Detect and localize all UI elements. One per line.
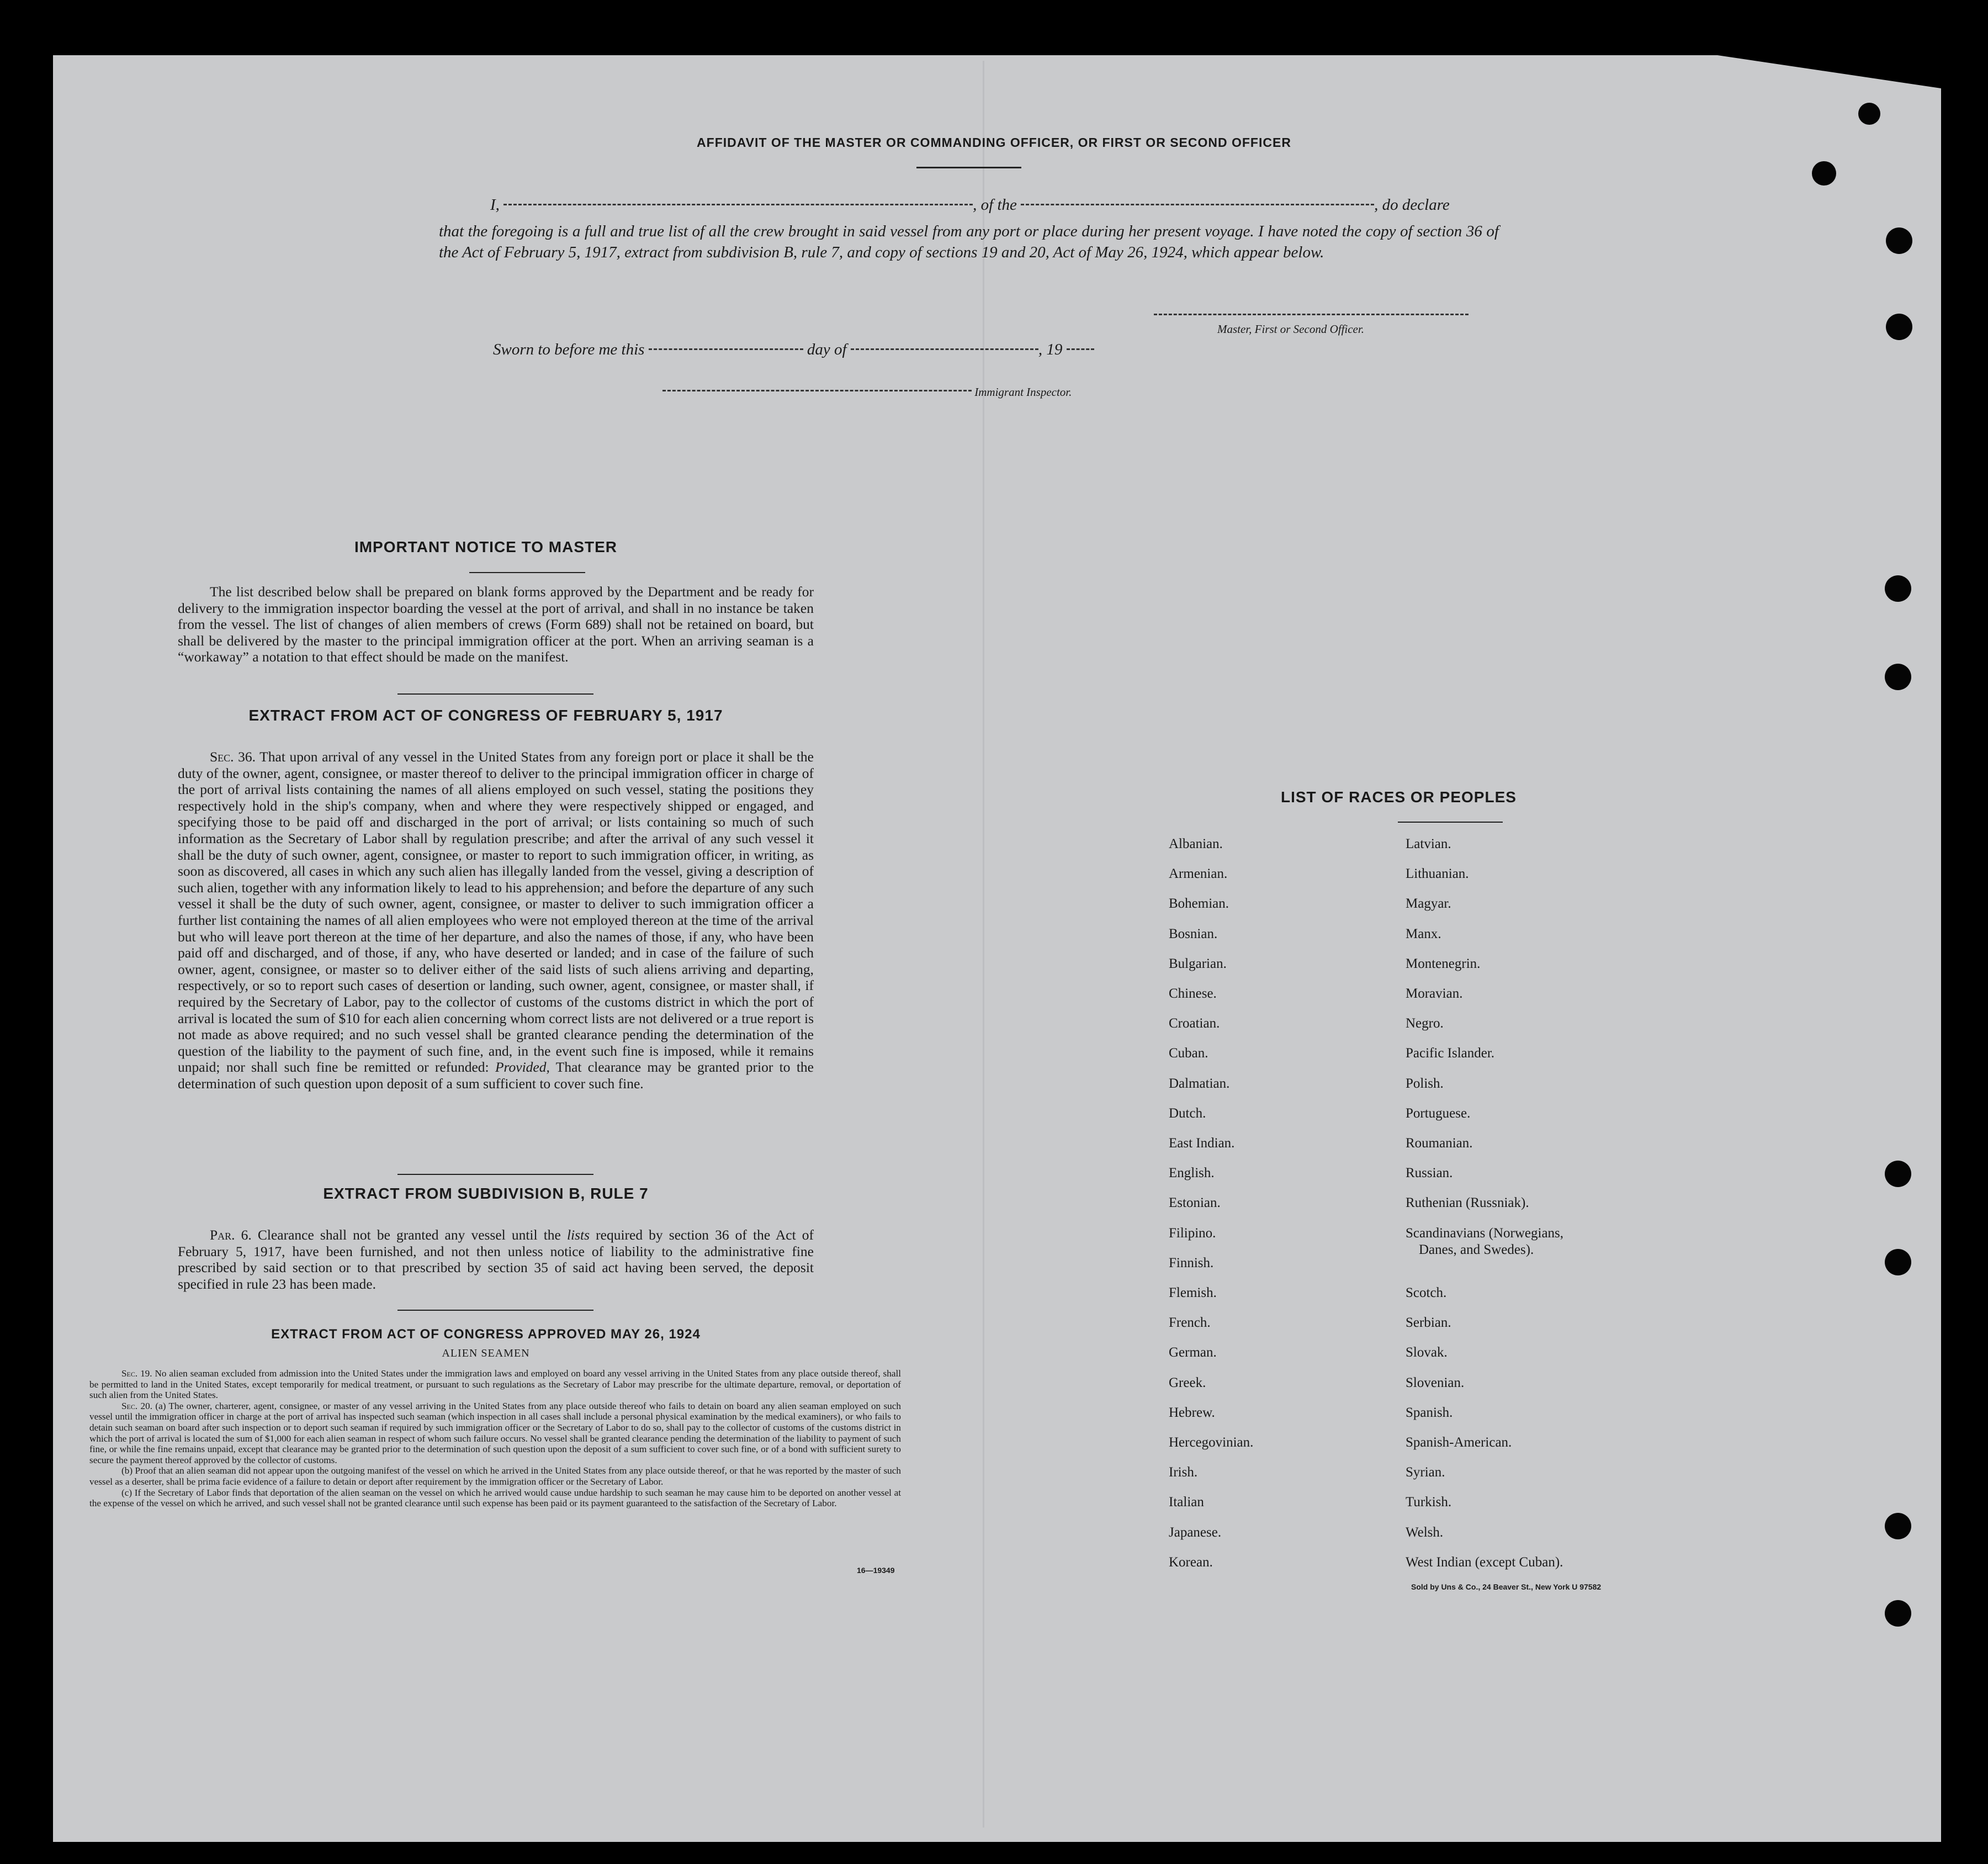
- race-item: Syrian.: [1406, 1465, 1445, 1480]
- race-item: East Indian.: [1169, 1136, 1235, 1151]
- section-36-end: That clearance may be granted prior to the determination of such question upon deposit of a sum sufficient to cover such fine.: [178, 1059, 814, 1092]
- race-item: Armenian.: [1169, 866, 1228, 882]
- lists-word: lists: [566, 1227, 590, 1243]
- race-item: Pacific Islander.: [1406, 1046, 1495, 1061]
- race-item: Dalmatian.: [1169, 1076, 1230, 1091]
- race-item: Ruthenian (Russniak).: [1406, 1195, 1529, 1211]
- binder-hole-icon: [1885, 1600, 1911, 1627]
- race-item: Finnish.: [1169, 1255, 1214, 1270]
- sworn-year-field[interactable]: [1067, 348, 1094, 350]
- page-fold: [983, 61, 984, 1828]
- race-item: Spanish-American.: [1406, 1435, 1512, 1450]
- race-item: Montenegrin.: [1406, 956, 1481, 971]
- race-item: Slovenian.: [1406, 1375, 1465, 1390]
- sworn-month-field[interactable]: [851, 348, 1038, 350]
- extract-1917-title: EXTRACT FROM ACT OF CONGRESS OF FEBRUARY 5, 1917: [248, 707, 723, 724]
- race-item: German.: [1169, 1345, 1217, 1360]
- race-item: Negro.: [1406, 1016, 1444, 1031]
- paragraph-label: Par. 6.: [210, 1227, 252, 1243]
- race-item: Flemish.: [1169, 1285, 1217, 1300]
- binder-hole-icon: [1885, 664, 1911, 690]
- race-item: West Indian (except Cuban).: [1406, 1554, 1563, 1570]
- race-item: Bohemian.: [1169, 896, 1229, 912]
- race-item: Manx.: [1406, 926, 1441, 941]
- section-19-label: Sec. 19.: [121, 1368, 152, 1379]
- race-item: Japanese.: [1169, 1524, 1222, 1540]
- declare-text: , do declare: [1374, 196, 1450, 214]
- race-item: Filipino.: [1169, 1225, 1216, 1241]
- sworn-day-text: day of: [807, 341, 847, 358]
- race-item: Albanian.: [1169, 836, 1223, 851]
- race-item: Cuban.: [1169, 1046, 1208, 1061]
- race-item: Korean.: [1169, 1554, 1213, 1570]
- race-item: Hebrew.: [1169, 1405, 1215, 1420]
- section-20-label: Sec. 20.: [121, 1400, 153, 1411]
- race-item: Dutch.: [1169, 1105, 1206, 1121]
- race-item: Moravian.: [1406, 986, 1463, 1001]
- race-item: English.: [1169, 1166, 1215, 1181]
- race-item: Slovak.: [1406, 1345, 1448, 1360]
- divider: [397, 693, 593, 695]
- notice-title: IMPORTANT NOTICE TO MASTER: [354, 538, 618, 555]
- section-36-text: That upon arrival of any vessel in the United States from any foreign port or place it shall be the duty of the owner, agent, consignee, or master thereof to deliver to the principal immigration officer in charge of the port of arrival lists containing the names of all aliens employed on such vessel, stating the positions they respectively hold in the ship's company, when and where they were respectively shipped or engaged, and specifying those to be paid off and discharged in the port of arrival; or lists containing so much of such information as the Secretary of Labor shall by regulation prescribe; and after the arrival of any such vessel it shall be the duty of such owner, agent, consignee, or master to report to such immigration officer, in writing, as soon as discovered, all cases in which any such alien has illegally landed from the vessel, giving a description of such alien, together with any information likely to lead to his apprehension; and before the departure of any such vessel it shall be the duty of such owner, agent, consignee, or master to deliver to such immigration officer a further list containing the names of all alien employees who were not employed thereon at the time of the arrival but who will leave port thereon at the time of her departure, and also the names of those, if any, who have been paid off and discharged, and of those, if any, who have deserted or landed; and in case of the failure of such owner, agent, consignee, or master so to deliver either of the said lists of such aliens arriving and departing, respectively, or so to report such cases of desertion or landing, such owner, agent, consignee, or master shall, if required by the Secretary of Labor, pay to the collector of customs of the customs district in which the port of arrival is located the sum of $10 for each alien concerning whom correct lists are not delivered or a true report is not made as above required; and no such vessel shall be granted clearance pending the determination of the question of the liability to the payment of such fine, and, in the event such fine is imposed, while it remains unpaid; nor shall such fine be remitted or refunded:: [178, 749, 814, 1076]
- binder-hole-icon: [1885, 575, 1911, 602]
- section-20c-text: (c) If the Secretary of Labor finds that deportation of the alien seaman on the vessel on which he arrived would cause undue hardship to such seaman he may cause him to be deported on another vessel at the expense of the vessel on which he arrived, and such vessel shall not be granted clearance until such expense has been paid or its payment guaranteed to the satisfaction of the Secretary of Labor.: [89, 1487, 901, 1509]
- race-item: Portuguese.: [1406, 1105, 1471, 1121]
- races-title: LIST OF RACES OR PEOPLES: [1281, 788, 1517, 806]
- divider: [916, 167, 1021, 168]
- sworn-prefix: Sworn to before me this: [493, 341, 645, 358]
- extract-1924-body: [89, 1368, 901, 1509]
- race-item: Irish.: [1169, 1465, 1198, 1480]
- divider: [397, 1310, 593, 1311]
- race-item: Croatian.: [1169, 1016, 1220, 1031]
- section-20b-text: (b) Proof that an alien seaman did not appear upon the outgoing manifest of the vessel on which he arrived in the United States from any place outside thereof, or that he was reported by the master of such vessel as a deserter, shall be prima facie evidence of a failure to detain or deport after requirement by the immigration officer or the Secretary of Labor.: [89, 1465, 901, 1487]
- inspector-label: Immigrant Inspector.: [974, 385, 1072, 399]
- notice-text: The list described below shall be prepared on blank forms approved by the Department and be ready for delivery to the immigration inspector boarding the vessel at the port of arrival, and shall in no instance be taken from the vessel. The list of changes of alien members of crews (Form 689) shall not be retained on board, but shall be delivered by the master to the principal immigration officer at the port. When an arriving seaman is a “workaway” a notation to that effect should be made on the manifest.: [178, 584, 814, 665]
- race-item: Hercegovinian.: [1169, 1435, 1254, 1450]
- race-item: Turkish.: [1406, 1495, 1452, 1510]
- alien-seamen-subtitle: ALIEN SEAMEN: [442, 1347, 530, 1359]
- rule7-title: EXTRACT FROM SUBDIVISION B, RULE 7: [323, 1185, 649, 1202]
- section-19-text: No alien seaman excluded from admission into the United States under the immigration laws and employed on board any vessel arriving in the United States from any place outside thereof, shall be permitted to land in the United States, except temporarily for medical treatment, or pursuant to such regulations as the Secretary of Labor may prescribe for the ultimate departure, removal, or deportation of such alien from the United States.: [89, 1368, 901, 1401]
- inspector-signature-field[interactable]: [662, 390, 972, 391]
- declarant-prefix: I,: [490, 196, 500, 214]
- extract-1924-title: EXTRACT FROM ACT OF CONGRESS APPROVED MAY 26, 1924: [271, 1327, 701, 1342]
- inspector-line: [662, 385, 1072, 399]
- race-item: Serbian.: [1406, 1315, 1451, 1331]
- binder-hole-icon: [1885, 1161, 1911, 1187]
- race-item: Russian.: [1406, 1166, 1453, 1181]
- race-item: Latvian.: [1406, 836, 1451, 851]
- divider: [469, 572, 585, 573]
- sworn-date-field[interactable]: [649, 348, 803, 350]
- race-item: Italian: [1169, 1495, 1204, 1510]
- notice-body: [178, 584, 814, 665]
- race-item: Welsh.: [1406, 1524, 1444, 1540]
- binder-hole-icon: [1885, 1513, 1911, 1539]
- vessel-prefix: , of the: [973, 196, 1017, 214]
- race-item: Scotch.: [1406, 1285, 1447, 1300]
- affidavit-title: AFFIDAVIT OF THE MASTER OR COMMANDING OFFICER, OR FIRST OR SECOND OFFICER: [697, 135, 1291, 150]
- race-item: Lithuanian.: [1406, 866, 1469, 882]
- divider: [397, 1174, 593, 1175]
- master-signature-label: Master, First or Second Officer.: [1217, 322, 1364, 336]
- extract-1917-body: [178, 749, 814, 1092]
- sworn-year-text: , 19: [1038, 341, 1063, 358]
- binder-hole-icon: [1886, 227, 1912, 254]
- race-item: Estonian.: [1169, 1195, 1221, 1211]
- section-label: Sec. 36.: [210, 749, 256, 765]
- rule7-body: [178, 1227, 814, 1292]
- race-item: Scandinavians (Norwegians,: [1406, 1225, 1564, 1241]
- provided-word: Provided,: [495, 1059, 550, 1076]
- race-item: Bosnian.: [1169, 926, 1218, 941]
- binder-hole-icon: [1885, 1249, 1911, 1275]
- binder-hole-icon: [1858, 103, 1880, 125]
- form-number: 16—19349: [857, 1566, 895, 1575]
- binder-hole-icon: [1886, 314, 1912, 340]
- race-item: French.: [1169, 1315, 1211, 1331]
- section-20a-text: (a) The owner, charterer, agent, consignee, or master of any vessel arriving in the United States from any place outside thereof who fails to detain on board any alien seaman employed on such vessel until the immigration officer in charge at the port of arrival has inspected such seaman (which inspection in all cases shall include a personal physical examination by the medical examiners), or who fails to detain such seaman on board after such inspection or to deport such seaman if required by such immigration officer or the Secretary of Labor to do so, shall pay to the collector of customs of the customs district in which the port of arrival is located the sum of $1,000 for each alien seaman in respect of whom such failure occurs. No vessel shall be granted clearance pending the determination of the liability to payment of such fine, or while the fine remains unpaid, except that clearance may be granted prior to the determination of such question upon the deposit of a sum sufficient to cover such fine, or of a bond with sufficient surety to secure the payment thereof approved by the collector of customs.: [89, 1400, 902, 1465]
- sworn-line: [493, 341, 1094, 359]
- vessel-name-field[interactable]: [1021, 204, 1374, 205]
- affidavit-body: that the foregoing is a full and true list of all the crew brought in said vessel from any port or place during her present voyage. I have noted the copy of section 36 of the Act of February 5, 1917, extract from subdivision B, rule 7, and copy of sections 19 and 20, Act of May 26, 1924, which appear below.: [439, 223, 1499, 261]
- rule7-text-b: required by section 36 of the Act of February 5, 1917, have been furnished, and not then unless notice of liability to the administrative fine prescribed by said section or to that prescribed by section 35 of said act having been served, the deposit specified in rule 23 has been made.: [178, 1227, 814, 1292]
- divider: [1398, 822, 1503, 823]
- race-item: Spanish.: [1406, 1405, 1453, 1420]
- race-item: Polish.: [1406, 1076, 1444, 1091]
- affidavit-line1: [490, 196, 1501, 214]
- binder-hole-icon: [1812, 161, 1836, 186]
- race-item: Magyar.: [1406, 896, 1451, 912]
- master-signature-field[interactable]: [1154, 314, 1469, 315]
- race-item: Greek.: [1169, 1375, 1206, 1390]
- race-item: Bulgarian.: [1169, 956, 1227, 971]
- race-item: Danes, and Swedes).: [1419, 1242, 1534, 1257]
- printer-imprint: Sold by Uns & Co., 24 Beaver St., New York U 97582: [1411, 1582, 1602, 1591]
- race-item: Roumanian.: [1406, 1136, 1473, 1151]
- rule7-text-a: Clearance shall not be granted any vessel until the: [257, 1227, 561, 1243]
- declarant-name-field[interactable]: [503, 204, 973, 205]
- race-item: Chinese.: [1169, 986, 1217, 1001]
